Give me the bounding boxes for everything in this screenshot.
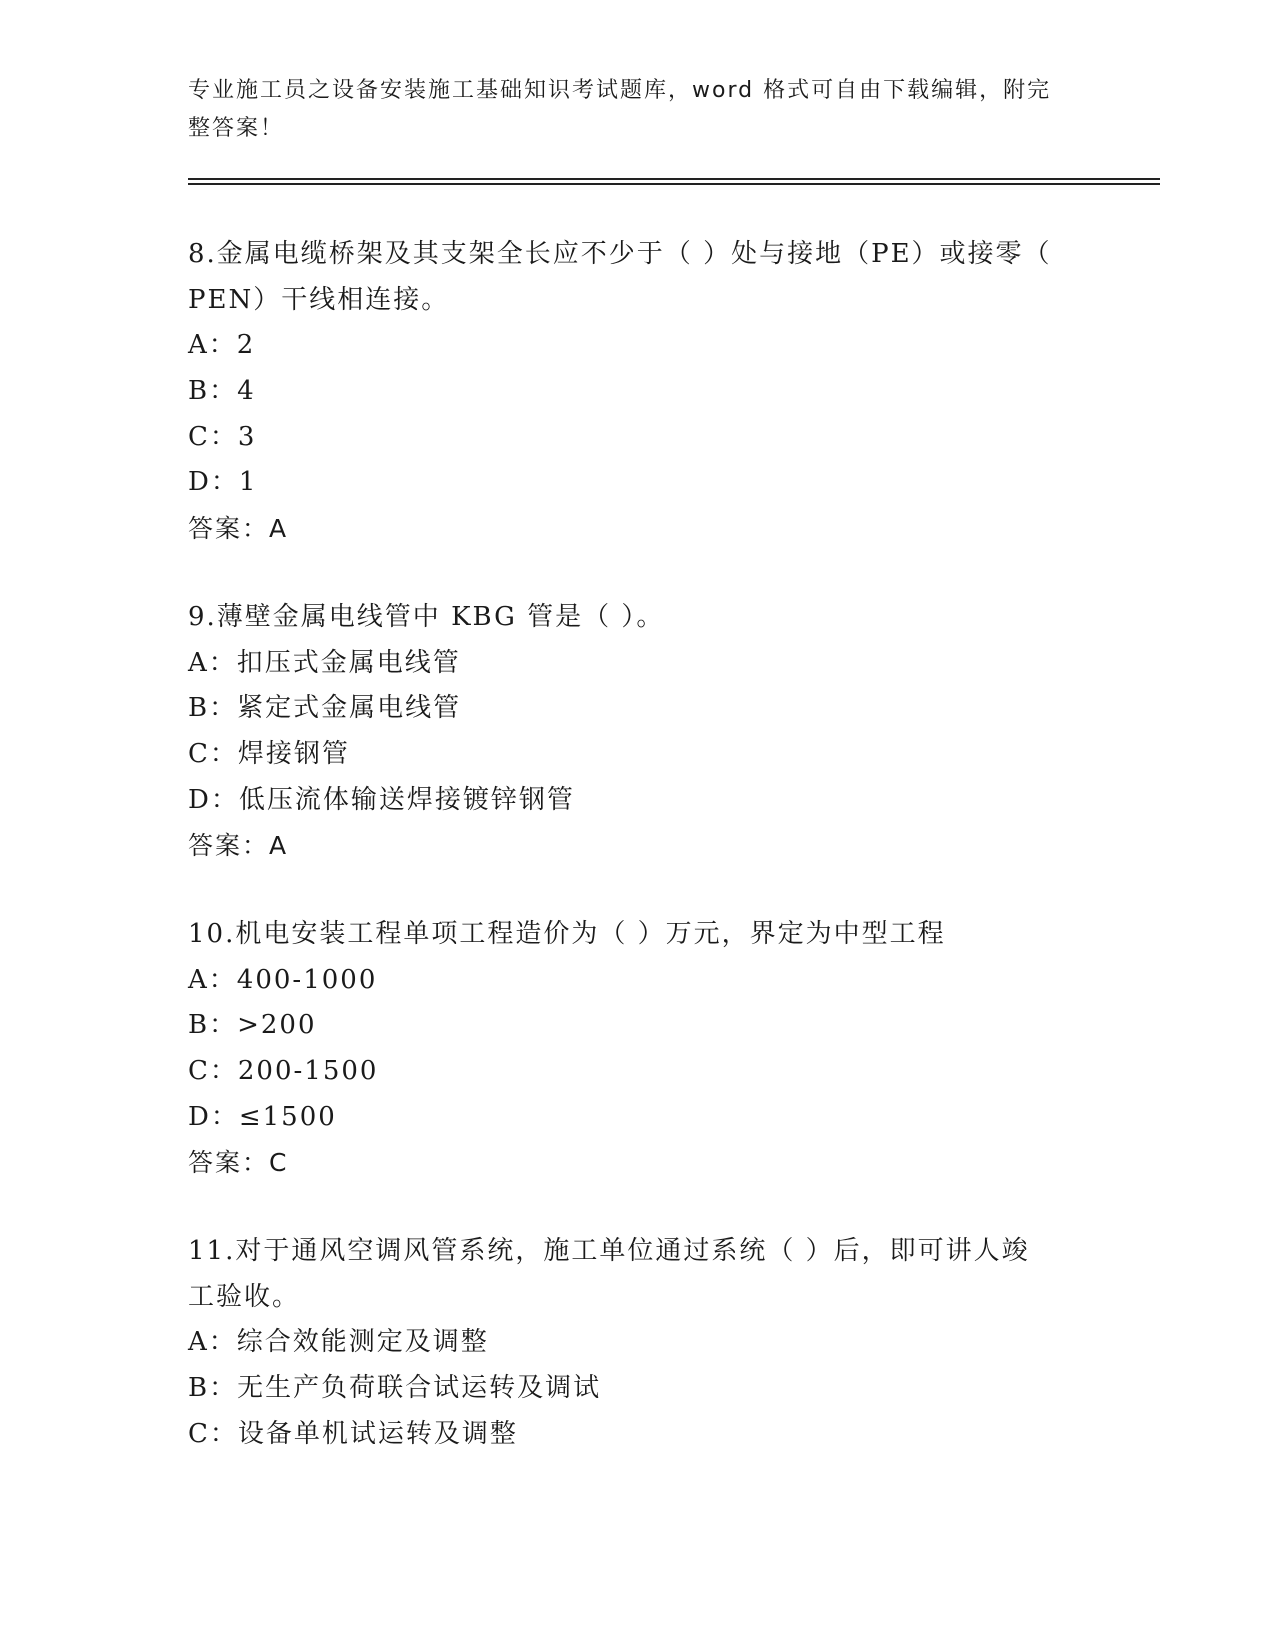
question-stem-line: 9.薄壁金属电线管中 KBG 管是（ ）。 bbox=[188, 601, 665, 632]
question-stem-line: 8.金属电缆桥架及其支架全长应不少于（ ）处与接地（PE）或接零（ bbox=[188, 239, 1052, 269]
option-c: C：焊接钢管 bbox=[188, 738, 350, 769]
question-stem-line: 11.对于通风空调风管系统，施工单位通过系统（ ）后，即可讲人竣 bbox=[188, 1236, 1030, 1267]
option-d: D：1 bbox=[188, 467, 258, 498]
option-a: A：2 bbox=[188, 330, 256, 361]
question-list bbox=[188, 232, 1088, 1501]
option-c: C：200-1500 bbox=[188, 1056, 379, 1086]
question-11 bbox=[188, 1229, 1088, 1457]
answer: 答案：A bbox=[188, 514, 289, 544]
question-8 bbox=[188, 232, 1088, 552]
option-c: C：设备单机试运转及调整 bbox=[188, 1418, 518, 1449]
document-header bbox=[188, 72, 1068, 148]
header-divider-bottom bbox=[188, 183, 1160, 185]
option-b: B：4 bbox=[188, 376, 256, 407]
answer: 答案：A bbox=[188, 831, 289, 861]
question-stem-line: PEN）干线相连接。 bbox=[188, 284, 450, 315]
option-b: B：紧定式金属电线管 bbox=[188, 693, 462, 724]
option-a: A：400-1000 bbox=[188, 964, 378, 995]
question-10 bbox=[188, 912, 1088, 1186]
header-line-1: 专业施工员之设备安装施工基础知识考试题库，word 格式可自由下载编辑，附完 bbox=[188, 78, 1052, 103]
question-stem-line: 10.机电安装工程单项工程造价为（ ）万元，界定为中型工程 bbox=[188, 918, 946, 949]
option-b: B：>200 bbox=[188, 1010, 317, 1041]
header-line-2: 整答案！ bbox=[188, 116, 285, 141]
option-c: C：3 bbox=[188, 421, 257, 452]
header-divider-top bbox=[188, 178, 1160, 180]
option-a: A：综合效能测定及调整 bbox=[188, 1327, 489, 1358]
question-stem-line: 工验收。 bbox=[188, 1281, 301, 1312]
option-a: A：扣压式金属电线管 bbox=[188, 647, 461, 678]
answer: 答案：C bbox=[188, 1148, 289, 1178]
question-9 bbox=[188, 595, 1088, 869]
option-b: B：无生产负荷联合试运转及调试 bbox=[188, 1373, 602, 1404]
option-d: D：低压流体输送焊接镀锌钢管 bbox=[188, 784, 575, 815]
option-d: D：≤1500 bbox=[188, 1101, 337, 1132]
